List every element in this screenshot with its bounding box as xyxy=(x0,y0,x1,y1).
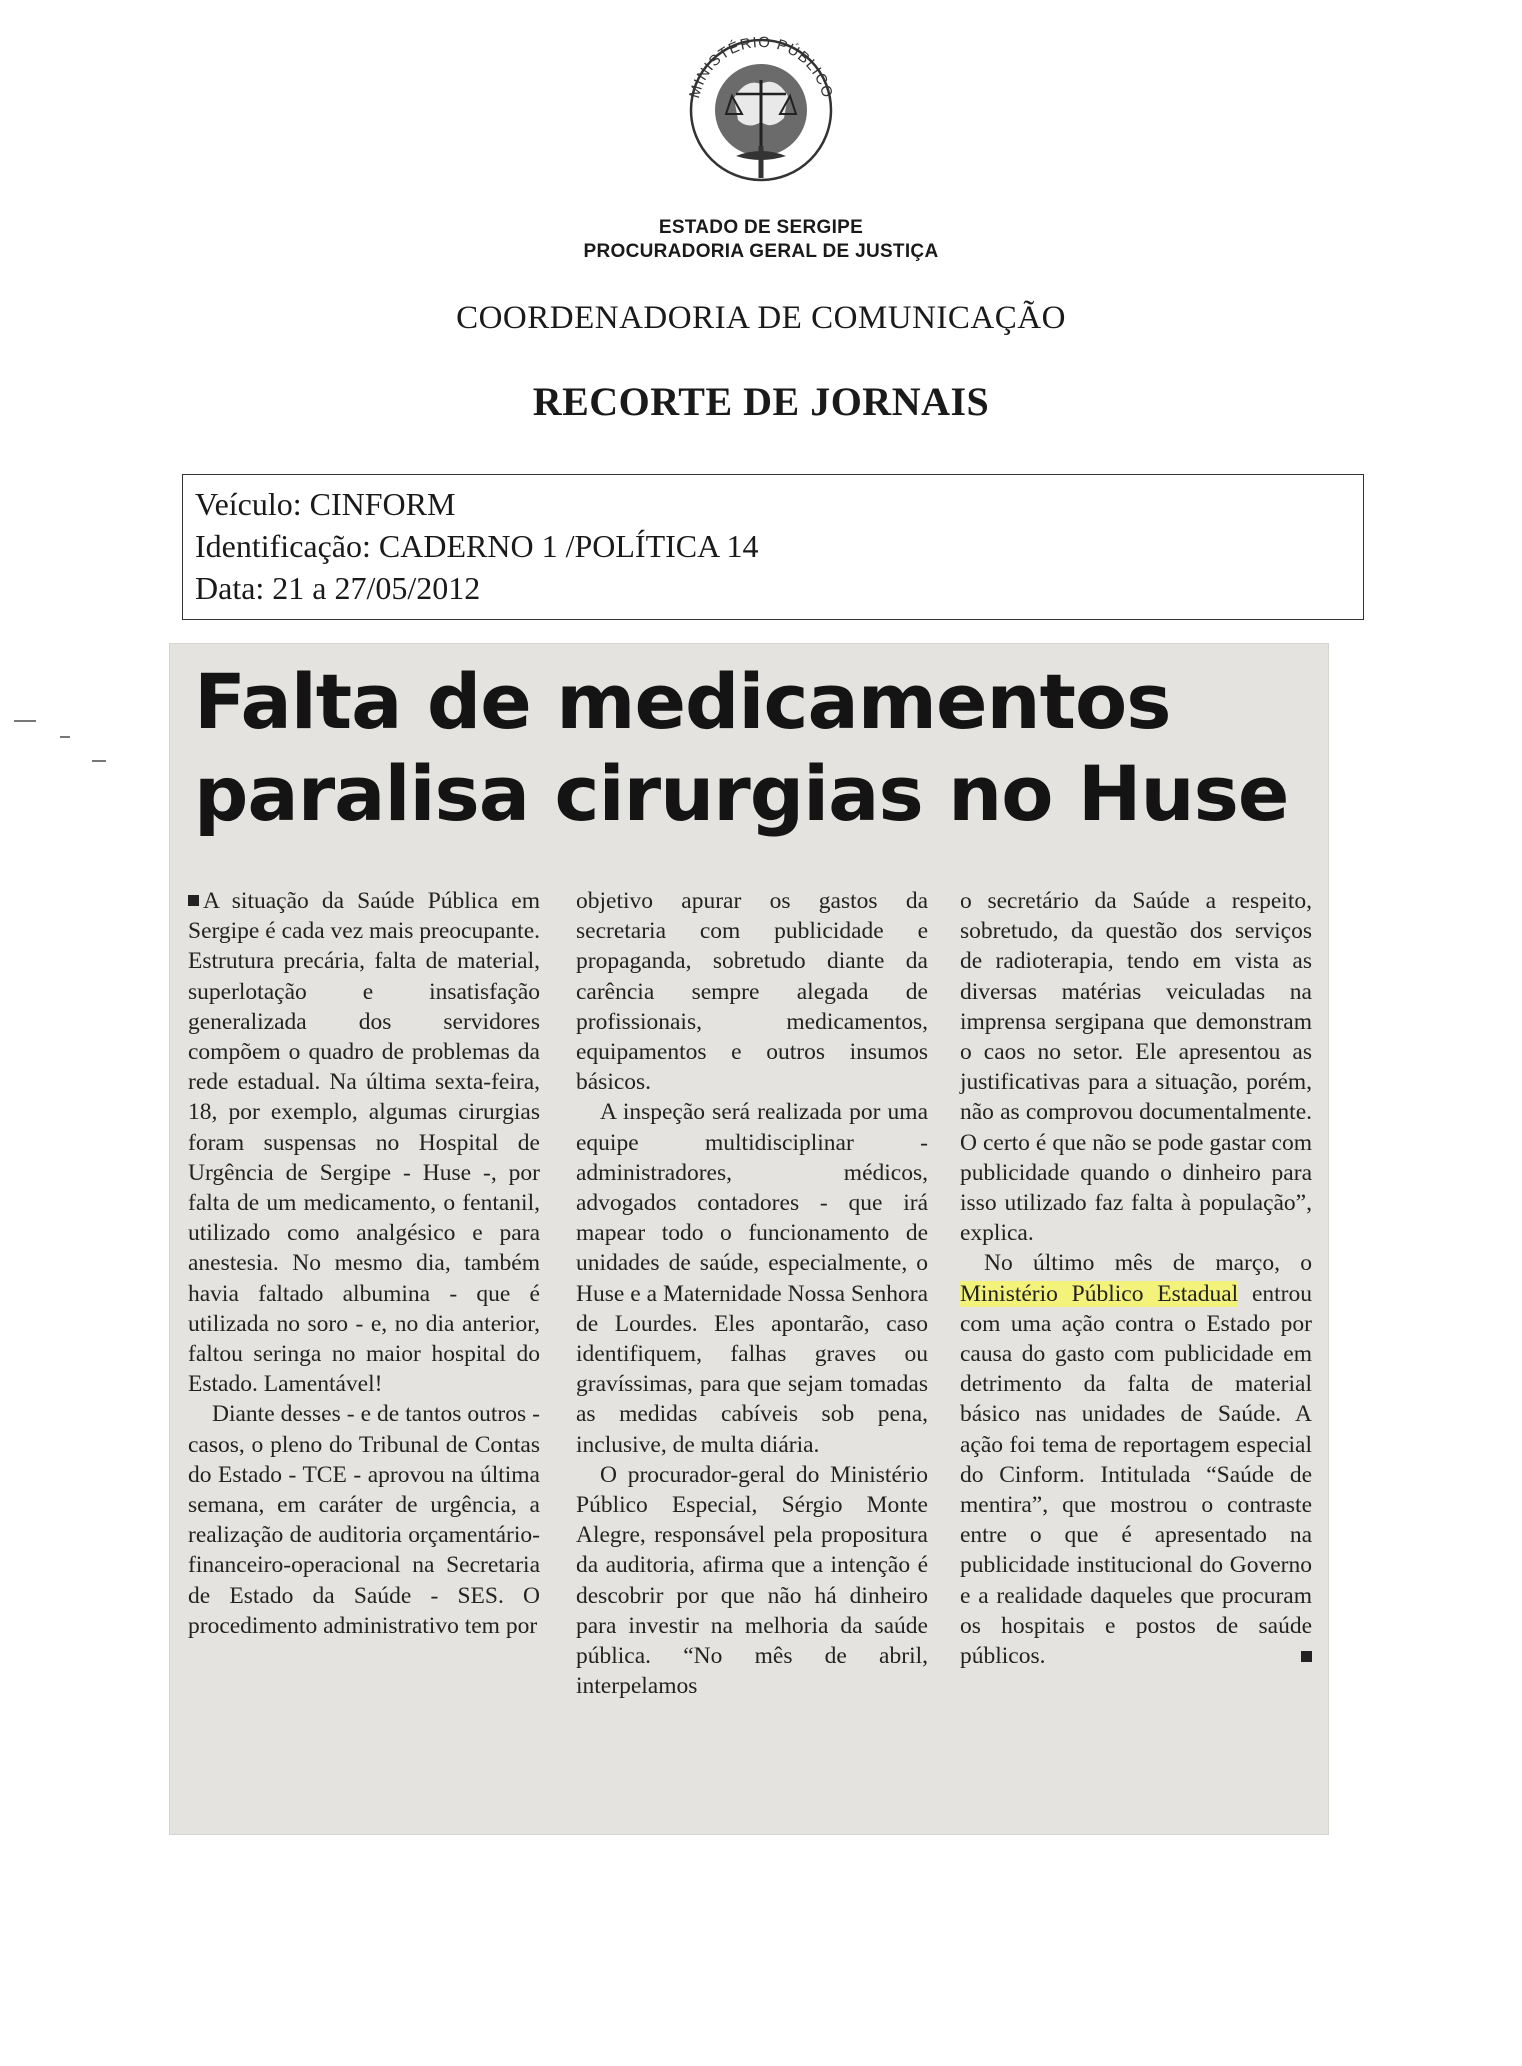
headline-line-2: paralisa cirurgias no Huse xyxy=(194,749,1289,838)
article-columns xyxy=(188,886,1312,1816)
vehicle-value: CINFORM xyxy=(309,486,456,522)
date-line xyxy=(195,567,1351,609)
paragraph: o secretário da Saúde a respeito, sobretudo, da questão dos serviços de radioterapia, tendo em vista as diversas matérias veiculadas na imprensa sergipana que demonstram o caos no setor. Ele apresentou as justificativas para a situação, porém, não as comprovou documentalmente. O certo é que não se pode gastar com publicidade quando o dinheiro para isso utilizado faz falta à população”, explica. xyxy=(960,888,1312,1247)
article-column-2 xyxy=(576,886,928,1701)
paragraph: O procurador-geral do Ministério Público Especial, Sérgio Monte Alegre, responsável pela propositura da auditoria, afirma que a intenção é descobrir por que não há dinheiro para investir na melhoria da saúde pública. “No mês de abril, interpelamos xyxy=(576,1461,928,1700)
identification-line xyxy=(195,525,1351,567)
identification-value: CADERNO 1 /POLÍTICA 14 xyxy=(378,528,759,564)
seal-text: MINISTÉRIO PÚBLICO xyxy=(686,33,836,101)
paragraph xyxy=(188,886,540,1399)
org-office: PROCURADORIA GERAL DE JUSTIÇA xyxy=(583,241,939,262)
coordination-title: COORDENADORIA DE COMUNICAÇÃO xyxy=(456,300,1066,336)
paragraph-text: No último mês de março, o xyxy=(984,1250,1312,1277)
bullet-square-icon xyxy=(188,895,199,906)
paragraph: Diante desses - e de tantos outros - casos, o pleno do Tribunal de Contas do Estado - TCE - aprovou na última semana, em caráter de urgência, a realização de auditoria orçamentário-financeiro-operacional na Secretaria de Estado da Saúde - SES. O procedimento administrativo tem por xyxy=(188,1401,540,1639)
article-column-1 xyxy=(188,886,540,1641)
scan-speck xyxy=(60,736,70,738)
vehicle-line xyxy=(195,483,1351,525)
paragraph xyxy=(960,1248,1312,1671)
vehicle-label: Veículo: xyxy=(195,486,302,522)
article-column-3 xyxy=(960,886,1312,1671)
org-state: ESTADO DE SERGIPE xyxy=(658,217,864,238)
end-square-icon xyxy=(1301,1651,1312,1662)
ministerio-publico-seal xyxy=(676,18,846,188)
paragraph-text: entrou com uma ação contra o Estado por causa do gasto com publicidade em detrimento da falta de material básico nas unidades de Saúde. A ação foi tema de reportagem especial do Cinform. Intitulada “Saúde de mentira”, que mostrou o contraste entre o que é apresentado na publicidade institucional do Governo e a realidade daqueles que procuram os hospitais e postos de saúde públicos. xyxy=(960,1280,1313,1670)
scan-speck xyxy=(14,720,36,722)
paragraph: A inspeção será realizada por uma equipe multidisciplinar - administradores, médicos, advogados contadores - que irá mapear todo o funcionamento de unidades de saúde, especialmente, o Huse e a Maternidade Nossa Senhora de Lourdes. Eles apontarão, caso identifiquem, falhas graves ou gravíssimas, para que sejam tomadas as medidas cabíveis sob pena, inclusive, de multa diária. xyxy=(576,1099,928,1458)
paragraph: objetivo apurar os gastos da secretaria com publicidade e propaganda, sobretudo diante da carência sempre alegada de profissionais, medicamentos, equipamentos e outros insumos básicos. xyxy=(576,888,928,1096)
headline-line-1: Falta de medicamentos xyxy=(194,657,1171,746)
date-label: Data: xyxy=(195,570,265,606)
newspaper-clipping xyxy=(170,644,1328,1834)
scan-speck xyxy=(92,760,106,762)
date-value: 21 a 27/05/2012 xyxy=(272,570,481,606)
identification-label: Identificação: xyxy=(195,528,371,564)
clipping-info-box xyxy=(182,474,1364,620)
paragraph-text: A situação da Saúde Pública em Sergipe é cada vez mais preocupante. Estrutura precária, falta de material, superlotação e insatisfação generalizada dos servidores compõem o quadro de problemas da rede estadual. Na última sexta-feira, 18, por exemplo, algumas cirurgias foram suspensas no Hospital de Urgência de Sergipe - Huse -, por falta de um medicamento, o fentanil, utilizado como analgésico e para anestesia. No mesmo dia, também havia faltado albumina - que é utilizada no soro - e, no dia anterior, faltou seringa no maior hospital do Estado. Lamentável! xyxy=(188,888,540,1398)
highlighted-text: Ministério Público Estadual xyxy=(960,1280,1239,1307)
clipping-title: RECORTE DE JORNAIS xyxy=(532,379,990,424)
article-headline xyxy=(194,656,1314,840)
